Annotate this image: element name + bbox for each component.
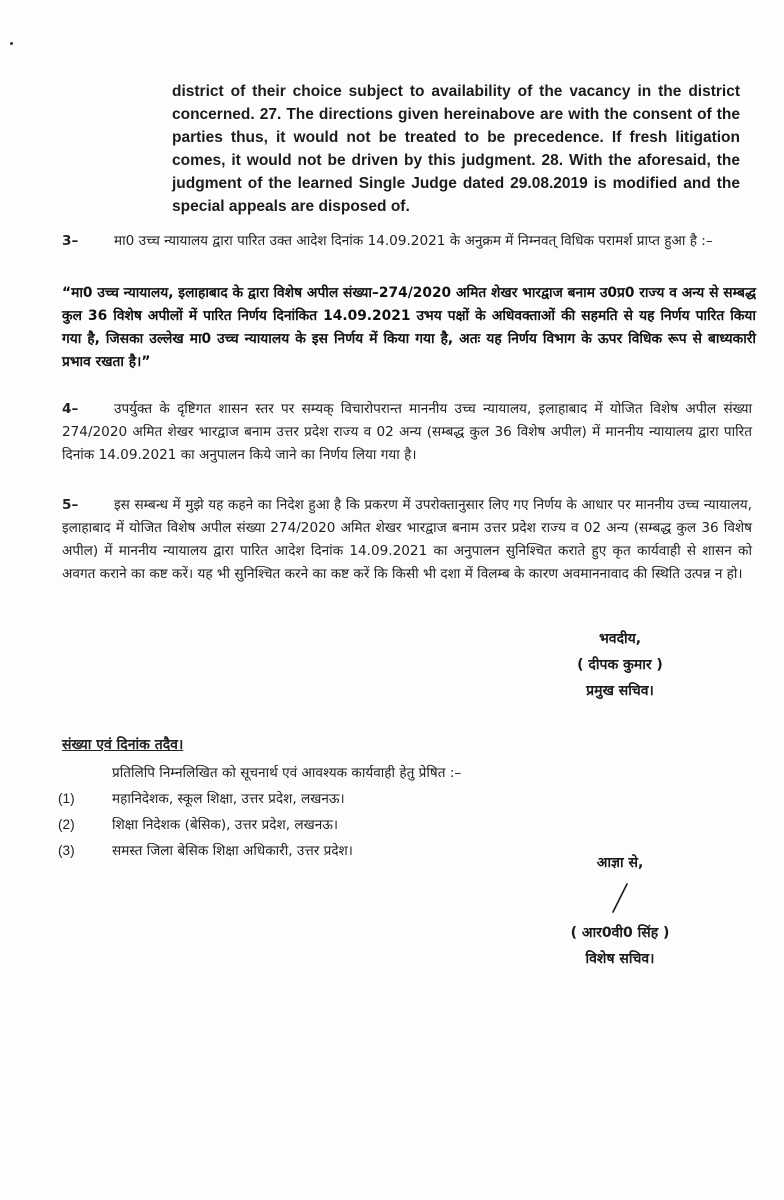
list-item-text: समस्त जिला बेसिक शिक्षा अधिकारी, उत्तर प्रदेश। <box>112 843 353 859</box>
signatory-name: ( दीपक कुमार ) <box>577 657 663 673</box>
paragraph-4 <box>62 398 752 467</box>
scan-speck <box>10 42 13 45</box>
paragraph-5-text: इस सम्बन्ध में मुझे यह कहने का निदेश हुआ है कि प्रकरण में उपरोक्तानुसार लिए गए निर्णय के आधार पर माननीय उच्च न्यायालय, इलाहाबाद में योजित विशेष अपील संख्या 274/2020 अमित शेखर भारद्वाज बनाम उत्तर प्रदेश राज्य व 02 अन्य (सम्बद्ध कुल 36 विशेष अपील) में माननीय न्यायालय द्वारा पारित आदेश दिनांक 14.09.2021 का अनुपालन सुनिश्चित कराते हुए कृत कार्यवाही से शासन को अवगत कराने का कष्ट करें। यह भी सुनिश्चित करने का कष्ट करें कि किसी भी दशा में विलम्ब के कारण अवमाननावाद की स्थिति उत्पन्न न हो। <box>62 497 752 582</box>
copy-recipient-list <box>58 786 353 864</box>
signature-block-special-secretary <box>520 850 720 972</box>
list-item-number: (1) <box>58 791 75 806</box>
copy-intro: प्रतिलिपि निम्नलिखित को सूचनार्थ एवं आवश्यक कार्यवाही हेतु प्रेषित :– <box>112 765 462 781</box>
signature-closing: भवदीय, <box>598 631 642 647</box>
signatory-name: ( आर0वी0 सिंह ) <box>570 925 670 941</box>
list-item <box>58 838 353 864</box>
signatory-designation: प्रमुख सचिव। <box>586 683 654 699</box>
list-item-number: (3) <box>58 843 75 858</box>
paragraph-4-text: उपर्युक्त के दृष्टिगत शासन स्तर पर सम्यक् विचारोपरान्त माननीय उच्च न्यायालय, इलाहाबाद में योजित विशेष अपील संख्या 274/2020 अमित शेखर भारद्वाज बनाम उत्तर प्रदेश राज्य व 02 अन्य (सम्बद्ध कुल 36 विशेष अपील) में माननीय न्यायालय द्वारा पारित दिनांक 14.09.2021 का अनुपालन किये जाने का निर्णय लिया गया है। <box>62 401 752 463</box>
list-item-text: महानिदेशक, स्कूल शिक्षा, उत्तर प्रदेश, लखनऊ। <box>112 791 345 807</box>
paragraph-4-number: 4– <box>62 401 79 417</box>
paragraph-3 <box>62 230 752 253</box>
paragraph-3-number: 3– <box>62 233 79 249</box>
paragraph-3-text: मा0 उच्च न्यायालय द्वारा पारित उक्त आदेश दिनांक 14.09.2021 के अनुक्रम में निम्नवत् विधिक परामर्श प्राप्त हुआ है :– <box>114 233 713 249</box>
legal-advice-quote: “मा0 उच्च न्यायालय, इलाहाबाद के द्वारा विशेष अपील संख्या–274/2020 अमित शेखर भारद्वाज बनाम उ0प्र0 राज्य व अन्य से सम्बद्ध कुल 36 विशेष अपीलों में पारित निर्णय दिनांकित 14.09.2021 उभय पक्षों के अधिवक्ताओं की सहमति से यह निर्णय पारित किया गया है, जिसका उल्लेख मा0 उच्च न्यायालय के इस निर्णय में किया गया है, अतः यह निर्णय विभाग के ऊपर विधिक रूप से बाध्यकारी प्रभाव रखता है।” <box>62 285 756 370</box>
signatory-designation: विशेष सचिव। <box>585 951 655 967</box>
list-item-number: (2) <box>58 817 75 832</box>
list-item <box>58 812 353 838</box>
reference-heading: संख्या एवं दिनांक तदैव। <box>62 737 184 753</box>
list-item-text: शिक्षा निदेशक (बेसिक), उत्तर प्रदेश, लखनऊ। <box>112 817 339 833</box>
judgment-excerpt: district of their choice subject to availability of the vacancy in the district concerned. 27. The directions given hereinabove are with the consent of the parties thus, it would not be treated to be precedence. If fresh litigation comes, it would not be driven by this judgment. 28. With the aforesaid, the judgment of the learned Single Judge dated 29.08.2019 is modified and the special appeals are disposed of. <box>172 83 740 215</box>
signature-closing: आज्ञा से, <box>596 855 644 871</box>
signature-block-principal-secretary <box>520 626 720 704</box>
list-item <box>58 786 353 812</box>
paragraph-5-number: 5– <box>62 497 79 513</box>
signature-stroke-icon <box>605 882 635 916</box>
paragraph-5 <box>62 494 752 586</box>
